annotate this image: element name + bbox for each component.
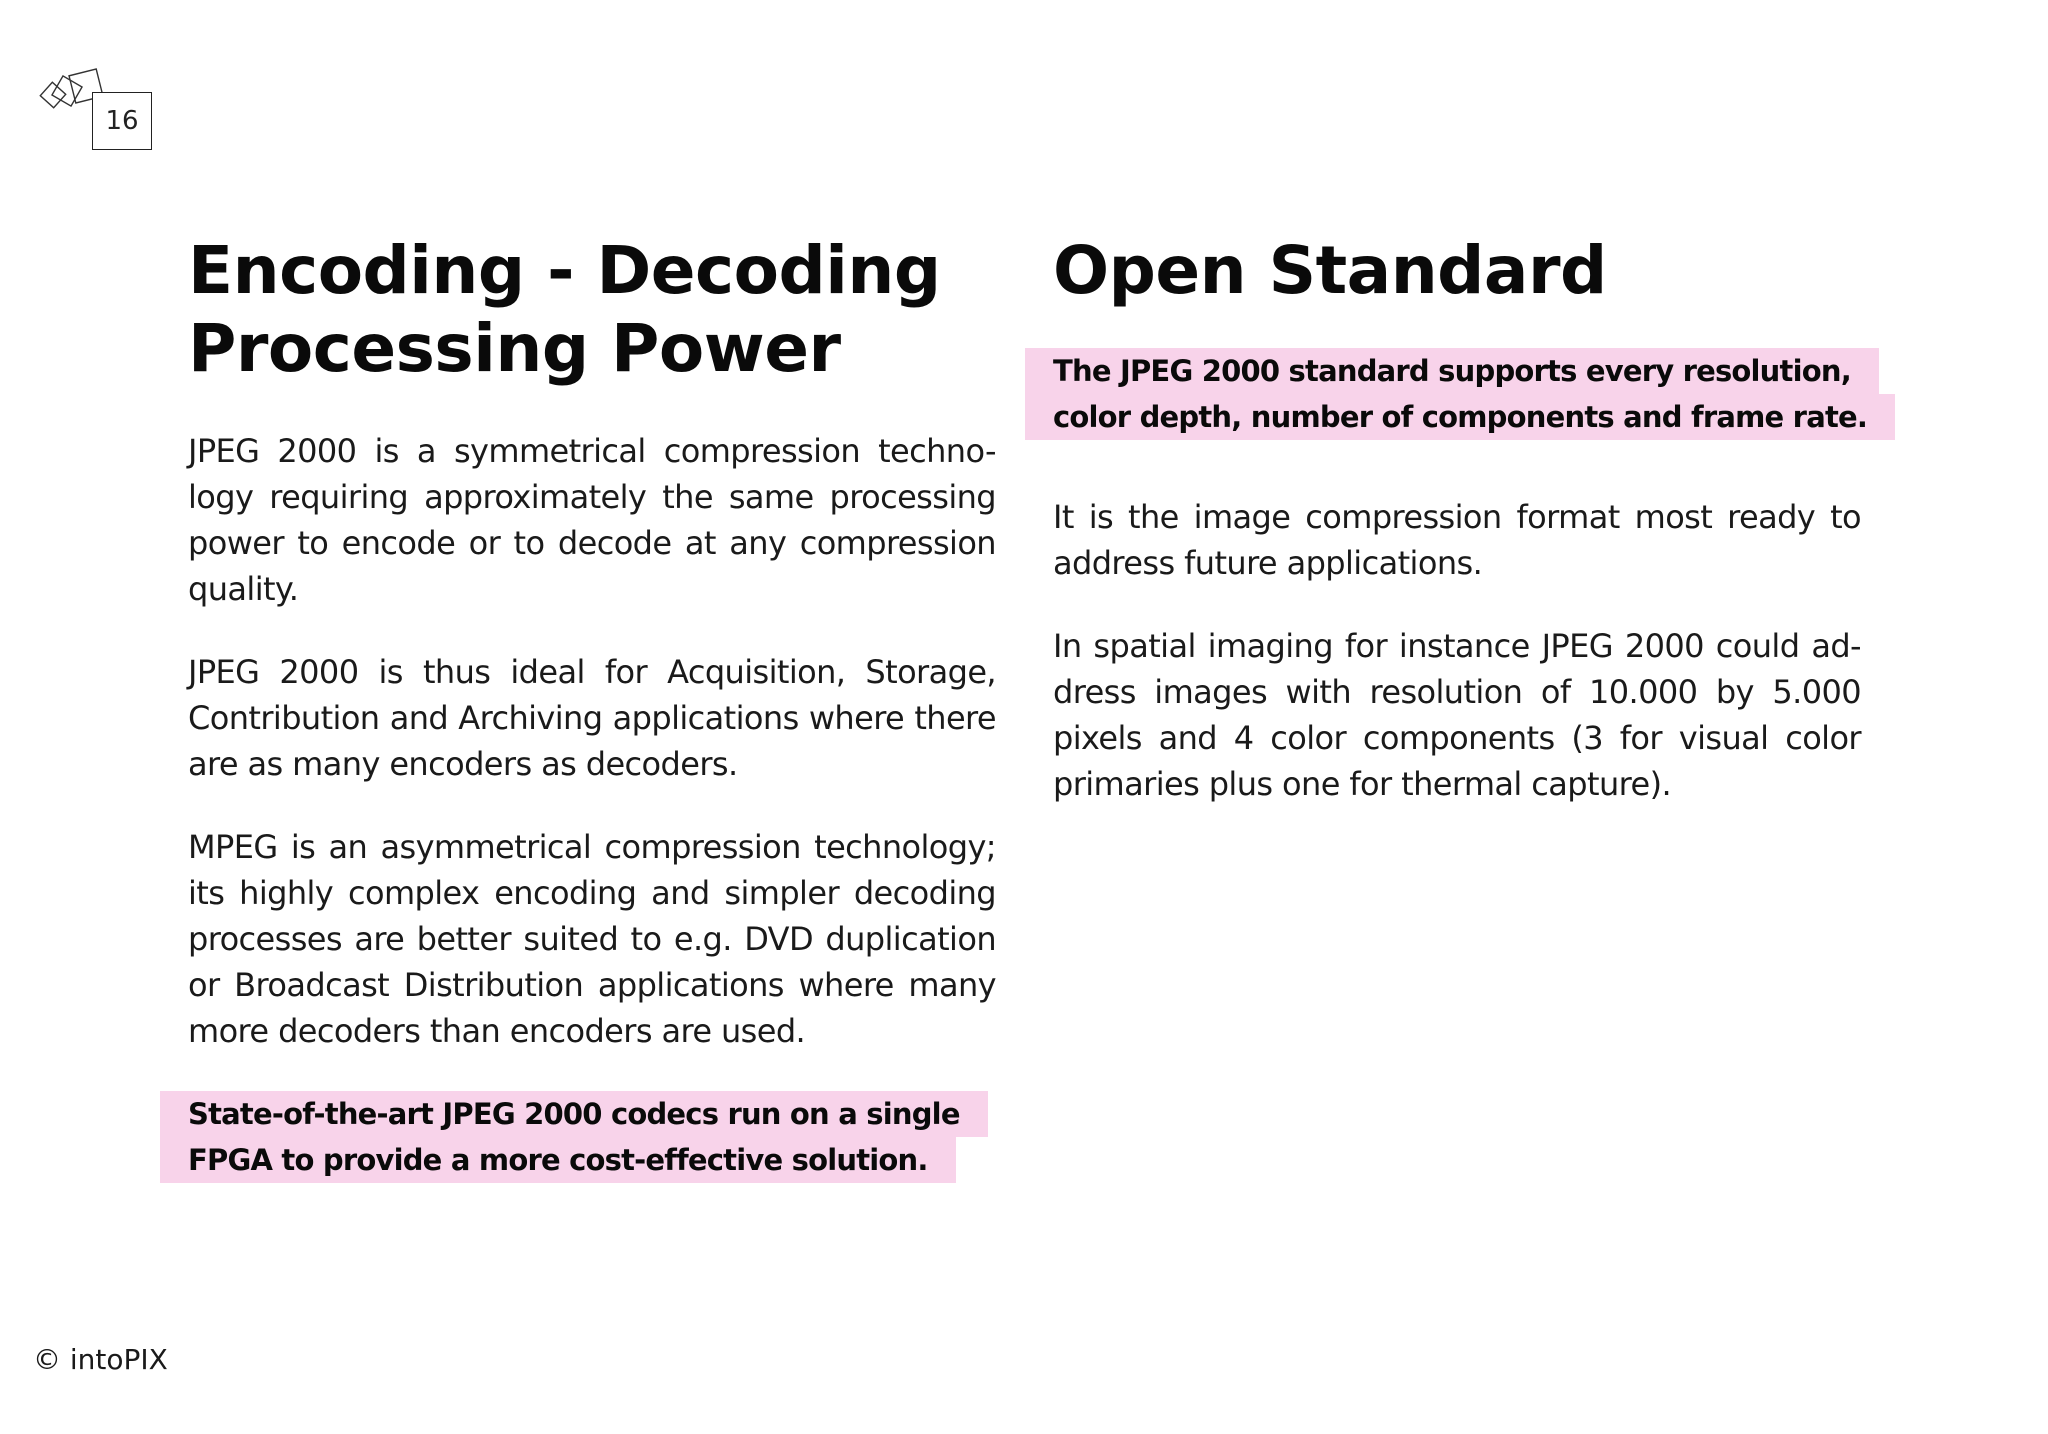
copyright-footer: © intoPIX [33, 1343, 168, 1376]
left-title-line2: Processing Power [188, 310, 841, 387]
right-paragraph: It is the image compression format most ready to address future applications. [1053, 498, 1861, 582]
left-title-line1: Encoding - Decoding [188, 232, 941, 309]
left-paragraph: JPEG 2000 is thus ideal for Acquisition, Storage, Contribution and Archiving applications where there are as many encoders as decoders. [188, 653, 996, 783]
right-callout-line1: The JPEG 2000 standard supports every resolution, [1025, 348, 1879, 394]
page-number: 16 [92, 92, 152, 150]
right-paragraph: In spatial imaging for instance JPEG 2000 could ad-dress images with resolution of 10.000 by 5.000 pixels and 4 color components (3 for visual color primaries plus one for thermal capture). [1053, 627, 1861, 803]
right-callout [1053, 348, 1868, 440]
left-callout-line1: State-of-the-art JPEG 2000 codecs run on a single [160, 1091, 988, 1137]
right-callout-line2: color depth, number of components and frame rate. [1025, 394, 1895, 440]
left-column [188, 232, 996, 1183]
right-column [1053, 232, 1868, 844]
right-title: Open Standard [1053, 232, 1607, 309]
left-callout [188, 1091, 996, 1183]
left-callout-line2: FPGA to provide a more cost-effective solution. [160, 1137, 956, 1183]
left-paragraph: MPEG is an asymmetrical compression technology; its highly complex encoding and simpler decoding processes are better suited to e.g. DVD duplication or Broadcast Distribution applications where many more decoders than encoders are used. [188, 828, 996, 1050]
left-title [188, 232, 996, 388]
left-paragraph: JPEG 2000 is a symmetrical compression techno-logy requiring approximately the same processing power to encode or to decode at any compression quality. [188, 432, 996, 608]
